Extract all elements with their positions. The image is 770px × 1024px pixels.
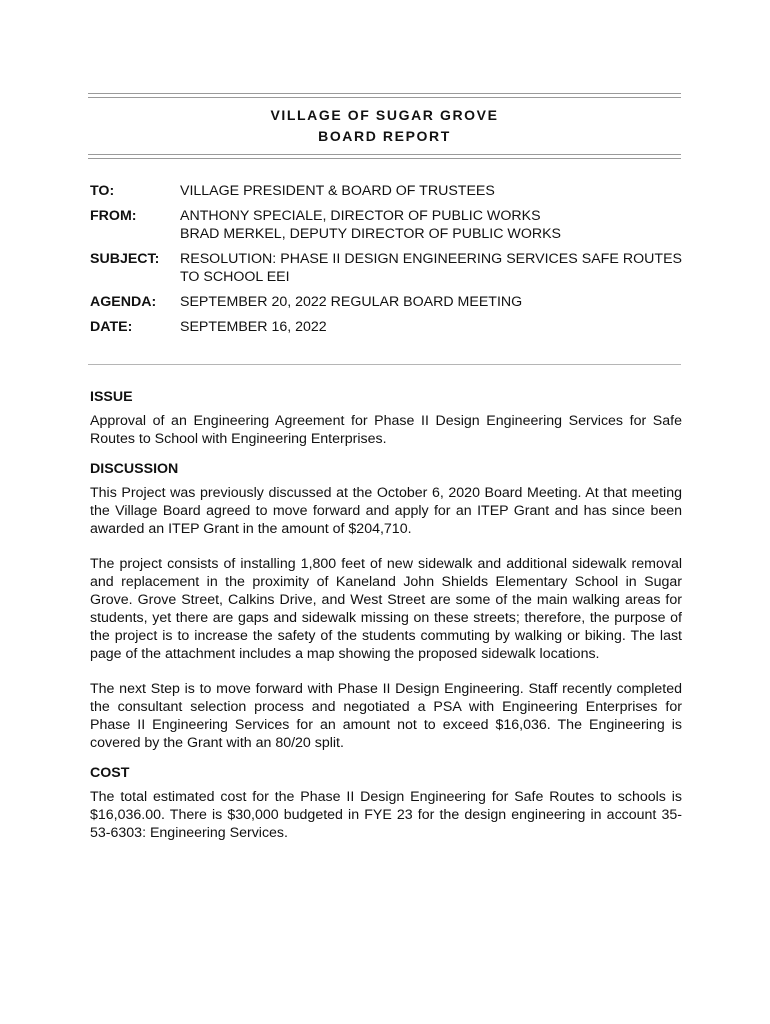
memo-bottom-rule <box>88 364 681 365</box>
header-bottom-rule <box>88 154 681 159</box>
memo-row-date <box>90 318 682 336</box>
header-top-rule <box>88 93 681 98</box>
memo-subject-text: RESOLUTION: PHASE II DESIGN ENGINEERING SERVICES SAFE ROUTES TO SCHOOL EEI <box>180 251 682 285</box>
memo-value-date <box>180 318 682 336</box>
memo-value-subject <box>180 250 682 286</box>
discussion-heading: DISCUSSION <box>90 461 179 477</box>
issue-heading: ISSUE <box>90 389 133 405</box>
memo-label-from: FROM: <box>90 208 137 224</box>
memo-value-to <box>180 182 682 200</box>
memo-row-agenda <box>90 293 682 311</box>
memo-to-text: VILLAGE PRESIDENT & BOARD OF TRUSTEES <box>180 183 495 199</box>
cost-heading: COST <box>90 765 130 781</box>
memo-label-date: DATE: <box>90 319 133 335</box>
issue-paragraph: Approval of an Engineering Agreement for Phase II Design Engineering Services for Safe Routes to School with Engineering Enterprises. <box>90 413 682 447</box>
memo-from-line-2: BRAD MERKEL, DEPUTY DIRECTOR OF PUBLIC WORKS <box>180 226 562 242</box>
memo-block <box>90 182 682 343</box>
memo-label-to: TO: <box>90 183 115 199</box>
discussion-paragraph-2: The project consists of installing 1,800 feet of new sidewalk and additional sidewalk removal and replacement in the proximity of Kaneland John Shields Elementary School in Sugar Grove. Grove Street, Calkins Drive, and West Street are some of the main walking areas for students, yet there are gaps and sidewalk missing on these streets; therefore, the purpose of the project is to increase the safety of the students commuting by walking or biking. The last page of the attachment includes a map showing the proposed sidewalk locations. <box>90 556 682 662</box>
memo-row-to <box>90 182 682 200</box>
memo-label-agenda: AGENDA: <box>90 294 157 310</box>
memo-label-subject: SUBJECT: <box>90 251 160 267</box>
memo-from-line-1: ANTHONY SPECIALE, DIRECTOR OF PUBLIC WORKS <box>180 208 541 224</box>
memo-row-subject <box>90 250 682 286</box>
header-title-report: BOARD REPORT <box>318 128 451 144</box>
memo-value-agenda <box>180 293 682 311</box>
memo-row-from <box>90 207 682 243</box>
header-title-village: VILLAGE OF SUGAR GROVE <box>270 107 499 123</box>
discussion-paragraph-1: This Project was previously discussed at the October 6, 2020 Board Meeting. At that meeting the Village Board agreed to move forward and apply for an ITEP Grant and has since been awarded an ITEP Grant in the amount of $204,710. <box>90 485 682 537</box>
report-body <box>90 388 682 859</box>
memo-agenda-text: SEPTEMBER 20, 2022 REGULAR BOARD MEETING <box>180 294 523 310</box>
memo-date-text: SEPTEMBER 16, 2022 <box>180 319 327 335</box>
cost-paragraph: The total estimated cost for the Phase II Design Engineering for Safe Routes to schools is $16,036.00. There is $30,000 budgeted in FYE 23 for the design engineering in account 35-53-6303: Engineering Services. <box>90 789 682 841</box>
discussion-paragraph-3: The next Step is to move forward with Phase II Design Engineering. Staff recently completed the consultant selection process and negotiated a PSA with Engineering Enterprises for Phase II Engineering Services for an amount not to exceed $16,036. The Engineering is covered by the Grant with an 80/20 split. <box>90 681 682 751</box>
memo-value-from <box>180 207 682 243</box>
